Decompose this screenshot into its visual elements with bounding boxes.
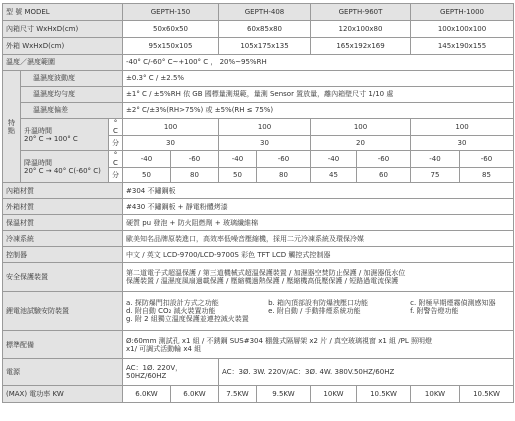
spec-value: 50 — [219, 168, 257, 183]
outer-material-row — [3, 199, 514, 215]
spec-value: -60 — [257, 151, 311, 168]
power-line: AC：1Ø. 220V， — [126, 364, 183, 373]
row-label: 鋰電池試驗安防裝置 — [3, 292, 123, 331]
row-label: 控制器 — [3, 247, 123, 263]
row-label: 外箱 WxHxD(cm) — [3, 38, 123, 55]
cooldown-label-line: 20° C → 40° C(-60° C) — [24, 166, 101, 175]
spec-value: 10KW — [311, 386, 357, 403]
spec-table — [2, 3, 514, 403]
model-name: GEPTH-960T — [311, 4, 411, 21]
battery-feature: d. 附自動 CO₂ 減火裝置功能 — [126, 307, 216, 316]
spec-value: 50x60x50 — [123, 21, 219, 38]
row-label: 電源 — [3, 359, 123, 386]
spec-value: -40 — [123, 151, 171, 168]
spec-value: ±0.3° C / ±2.5% — [123, 71, 514, 87]
spec-value: 100 — [219, 119, 311, 136]
insulation-row — [3, 215, 514, 231]
spec-value: 100x100x100 — [411, 21, 514, 38]
row-label: 保溫材質 — [3, 215, 123, 231]
battery-feature: e. 附自動 / 手動排煙系統功能 — [268, 307, 361, 316]
spec-value: 中文 / 英文 LCD-9700/LCD-9700S 彩色 TFT LCD 觸控式控制器 — [123, 247, 514, 263]
row-label: 溫濕度波動度 — [21, 71, 123, 87]
unit-label: ° C — [109, 151, 123, 168]
spec-value: #430 不鏽鋼板 + 靜電粉體烤漆 — [123, 199, 514, 215]
battery-feature: c. 附極早期煙霧偵測感知器 — [410, 299, 496, 308]
spec-value: 硬質 pu 發泡 + 防火阻燃劑 + 玻璃纖維棉 — [123, 215, 514, 231]
spec-value: 30 — [123, 136, 219, 151]
power-line: 50HZ/60HZ — [126, 372, 167, 381]
spec-value: 85 — [460, 168, 514, 183]
spec-value: -60 — [171, 151, 219, 168]
spec-value: 165x192x169 — [311, 38, 411, 55]
spec-value — [123, 331, 514, 359]
row-label: 內箱材質 — [3, 183, 123, 199]
power-three-phase: AC：3Ø. 3W. 220V/AC：3Ø. 4W. 380V.50HZ/60HZ — [219, 359, 514, 386]
cooldown-label — [21, 151, 109, 183]
spec-value: 145x190x155 — [411, 38, 514, 55]
row-label: 外箱材質 — [3, 199, 123, 215]
spec-value — [123, 263, 514, 292]
spec-value: -40° C/-60° C~+100° C ， 20%~95%RH — [123, 55, 514, 71]
spec-value: 80 — [171, 168, 219, 183]
cooling-row — [3, 231, 514, 247]
uniformity-row — [3, 87, 514, 103]
unit-label: ° C — [109, 119, 123, 136]
battery-feature: a. 探防爆門扣設計方式之功能 — [126, 299, 219, 308]
unit-label: 分 — [109, 168, 123, 183]
model-name: GEPTH-408 — [219, 4, 311, 21]
battery-feature: b. 箱內頂部設有防爆洩壓口功能 — [268, 299, 368, 308]
spec-value: ±2° C/±3%(RH>75%) 或 ±5%(RH ≤ 75%) — [123, 103, 514, 119]
range-row — [3, 55, 514, 71]
spec-value: 120x100x80 — [311, 21, 411, 38]
spec-value: ±1° C / ±5%RH 依 GB 國標量測規範，量測 Sensor 置放量，離內箱壁尺寸 1/10 處 — [123, 87, 514, 103]
spec-value: 80 — [257, 168, 311, 183]
spec-value: -60 — [460, 151, 514, 168]
model-name: GEPTH-150 — [123, 4, 219, 21]
spec-value: -60 — [357, 151, 411, 168]
battery-feature: g. 附 2 組獨立溫度保護並連控減火裝置 — [126, 315, 249, 324]
wattage-row — [3, 386, 514, 403]
heatup-label — [21, 119, 109, 151]
safety-row — [3, 263, 514, 292]
spec-value: 100 — [311, 119, 411, 136]
spec-value: 6.0KW — [171, 386, 219, 403]
row-label: (MAX) 電功率 KW — [3, 386, 123, 403]
spec-value: 10.5KW — [460, 386, 514, 403]
spec-value: -40 — [311, 151, 357, 168]
spec-value: 95x150x105 — [123, 38, 219, 55]
model-label: 型 號 MODEL — [3, 4, 123, 21]
battery-feature-grid — [126, 299, 510, 323]
spec-value: 30 — [219, 136, 311, 151]
header-row — [3, 4, 514, 21]
accessories-row — [3, 331, 514, 359]
power-row — [3, 359, 514, 386]
spec-value: 60x85x80 — [219, 21, 311, 38]
row-label: 溫度／濕度範圍 — [3, 55, 123, 71]
heatup-temp-row — [3, 119, 514, 136]
row-label: 內箱尺寸 WxHxD(cm) — [3, 21, 123, 38]
heatup-label-line: 升溫時間 — [24, 126, 52, 135]
feature-group-label: 特點 — [3, 71, 21, 183]
accessories-line: Ø:60mm 測試孔 x1 組 / 不銹鋼 SUS#304 棚盤式隔層架 x2 片 / 真空玻璃視窗 x1 組 /PL 照明燈 — [126, 336, 433, 345]
deviation-row — [3, 103, 514, 119]
model-name: GEPTH-1000 — [411, 4, 514, 21]
power-single-phase — [123, 359, 219, 386]
battery-feature: f. 附警告燈功能 — [410, 307, 459, 316]
spec-value: 30 — [411, 136, 514, 151]
unit-label: 分 — [109, 136, 123, 151]
spec-value: 50 — [123, 168, 171, 183]
spec-value: 60 — [357, 168, 411, 183]
spec-value: 歐美知名品牌原裝進口，高效率低噪音壓縮機，採用二元冷凍系統及環保冷媒 — [123, 231, 514, 247]
spec-value: 105x175x135 — [219, 38, 311, 55]
spec-value: 10KW — [411, 386, 460, 403]
spec-value: 20 — [311, 136, 411, 151]
cooldown-label-line: 降溫時間 — [24, 158, 52, 167]
heatup-label-line: 20° C → 100° C — [24, 134, 78, 143]
spec-value: -40 — [411, 151, 460, 168]
spec-value: 45 — [311, 168, 357, 183]
outer-size-row — [3, 38, 514, 55]
spec-value: 6.0KW — [123, 386, 171, 403]
accessories-line: x1/ 可調式活動輪 x4 組 — [126, 344, 202, 353]
spec-value: 9.5KW — [257, 386, 311, 403]
spec-value: #304 不鏽鋼板 — [123, 183, 514, 199]
battery-row — [3, 292, 514, 331]
spec-value: 7.5KW — [219, 386, 257, 403]
battery-features — [123, 292, 514, 331]
row-label: 冷凍系統 — [3, 231, 123, 247]
spec-value: 100 — [123, 119, 219, 136]
controller-row — [3, 247, 514, 263]
fluctuation-row — [3, 71, 514, 87]
spec-value: 75 — [411, 168, 460, 183]
cooldown-temp-row — [3, 151, 514, 168]
spec-value: 10.5KW — [357, 386, 411, 403]
row-label: 標準配備 — [3, 331, 123, 359]
inner-size-row — [3, 21, 514, 38]
row-label: 安全保護裝置 — [3, 263, 123, 292]
spec-value: -40 — [219, 151, 257, 168]
safety-line: 第二道電子式超溫保護 / 第三道機械式超溫保護裝置 / 加濕器空焚防止保護 / 加濕器低水位 — [126, 269, 406, 278]
inner-material-row — [3, 183, 514, 199]
spec-value: 100 — [411, 119, 514, 136]
row-label: 溫濕度均勻度 — [21, 87, 123, 103]
safety-line: 保護裝置 / 溫濕度風扇過載保護 / 壓縮機過熱保護 / 壓縮機高低壓保護 / 短路過電流保護 — [126, 277, 399, 286]
row-label: 溫濕度偏差 — [21, 103, 123, 119]
